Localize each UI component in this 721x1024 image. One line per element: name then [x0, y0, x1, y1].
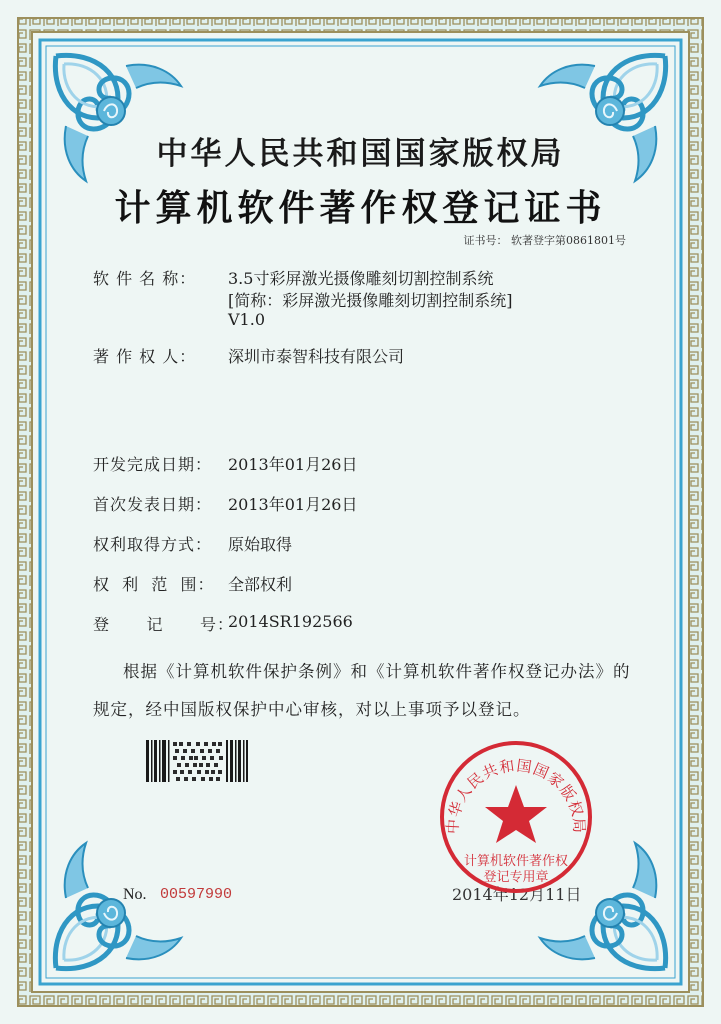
copyright-owner-label: 著 作 权 人： — [93, 347, 197, 366]
star-icon — [485, 785, 547, 843]
serial-number-label: No. — [123, 886, 147, 903]
completion-date-value: 2013年01月26日 — [228, 455, 358, 474]
seal-inner-line-1: 计算机软件著作权 — [463, 854, 568, 869]
certificate-number: 证书号： 软著登字第0861801号 — [463, 234, 626, 247]
software-short-name: [简称：彩屏激光摄像雕刻切割控制系统] — [228, 291, 513, 310]
acquisition-method-value: 原始取得 — [228, 535, 293, 554]
acquisition-method-label: 权利取得方式： — [93, 535, 213, 554]
completion-date-label: 开发完成日期： — [93, 455, 213, 474]
rights-scope-value: 全部权利 — [228, 575, 293, 594]
software-name-label: 软 件 名 称： — [93, 269, 197, 288]
serial-number-value: 00597990 — [160, 886, 233, 903]
copyright-owner-value: 深圳市泰智科技有限公司 — [228, 347, 405, 366]
registration-number-value: 2014SR192566 — [228, 612, 353, 631]
barcode — [146, 740, 248, 782]
software-version: V1.0 — [228, 310, 265, 329]
seal-inner-line-2: 登记专用章 — [483, 870, 549, 885]
issuing-authority: 中华人民共和国国家版权局 — [156, 136, 565, 172]
statement-line-2: 规定，经中国版权保护中心审核，对以上事项予以登记。 — [93, 700, 531, 719]
publication-date-label: 首次发表日期： — [93, 495, 213, 514]
publication-date-value: 2013年01月26日 — [228, 495, 358, 514]
certificate-title: 计算机软件著作权登记证书 — [114, 187, 607, 229]
seal-ring-text: 中华人民共和国国家版权局 — [443, 756, 589, 835]
rights-scope-label: 权 利 范 围： — [93, 575, 215, 594]
statement-line-1: 根据《计算机软件保护条例》和《计算机软件著作权登记办法》的 — [123, 662, 631, 681]
issue-date: 2014年12月11日 — [452, 885, 582, 904]
software-name-value: 3.5寸彩屏激光摄像雕刻切割控制系统 — [228, 269, 494, 288]
registration-number-label: 登 记 号： — [93, 615, 235, 634]
